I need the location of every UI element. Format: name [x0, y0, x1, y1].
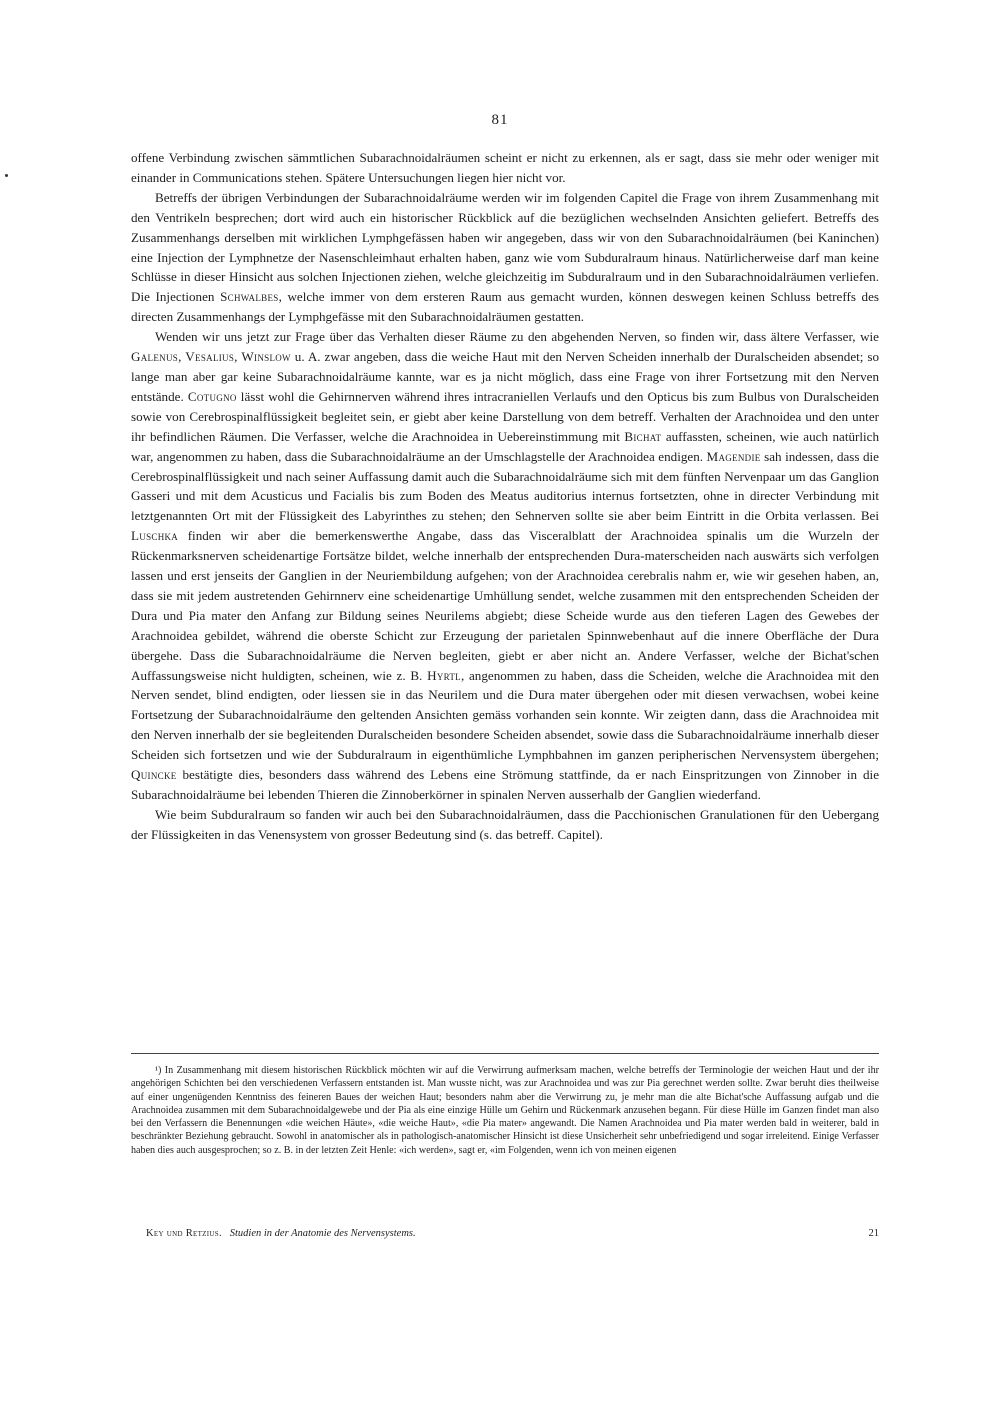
- main-text: [131, 148, 879, 845]
- text-segment: bestätigte dies, besonders dass während des Lebens eine Strömung stattfinde, da er nach Einspritzungen von Zinnober in die Subarachnoidalräume bei lebenden Thieren die Zinnoberkörner in spinalen Nerven ausserhalb der Ganglien wiederfand.: [131, 767, 879, 802]
- text-segment: Wie beim Subduralraum so fanden wir auch bei den Subarachnoidalräumen, dass die Pacchionischen Granulationen für den Uebergang der Flüssigkeiten in das Venensystem von grosser Bedeutung sind (s. das betreff. Capitel).: [131, 806, 879, 842]
- paragraph: [131, 188, 879, 327]
- author-name: Luschka: [131, 528, 179, 544]
- text-segment: offene Verbindung zwischen sämmtlichen Subarachnoidalräumen scheint er nicht zu erkennen, als er sagt, dass sie mehr oder weniger mit einander in Communications stehen. Spätere Untersuchungen liegen hier nicht vor.: [131, 150, 879, 185]
- text-segment: sah indessen, dass die Cerebrospinalflüssigkeit und nach seiner Auffassung damit auch die Subarachnoidalräume sich mit dem fünften Nervenpaar um das Ganglion Gasseri und mit dem Acusticus und Facialis bis zum Boden des Meatus auditorius internus fortsetzten, ohne in directer Verbindung mit letztgenannten Ort mit der Flüssigkeit des Labyrinthes zu stehen; den Sehnerven sollte sie aber beim Eintritt in die Orbita verlassen. Bei: [131, 448, 879, 524]
- text-segment: , welche immer von dem ersteren Raum aus gemacht wurden, können deswegen keinen Schluss betreffs des directen Zusammenhangs der Lymphgefässe mit den Subarachnoidalräumen gestatten.: [131, 289, 879, 325]
- footnote-text: ¹) In Zusammenhang mit diesem historischen Rückblick möchten wir auf die Verwirrung aufmerksam machen, welche betreffs der Terminologie der weichen Haut und der ihr angehörigen Schichten bei den verschiedenen Verfassern entstanden ist. Man wusste nicht, was zur Arachnoidea und was zur Pia gerechnet werden sollte. Zwar beruht dies theilweise auf einer ungenügenden Kenntniss des feineren Baues der weichen Haut; besonders nahm aber die Verwirrung zu, je mehr man die alte Bichat'sche Auffassung aufgab und die Arachnoidea zusammen mit dem Subarachnoidalgewebe und der Pia als eine einzige Hülle um Gehirn und Rückenmark anzusehen begann. Für diese Hülle im Ganzen findet man also bei den Verfassern die Benennungen «die weichen Häute», «die weiche Haut», «die Pia mater» angewandt. Die Namen Arachnoidea und Pia mater werden bald in weiterer, bald in beschränkter Beziehung gebraucht. Sowohl in anatomischer als in pathologisch-anatomischer Hinsicht ist diese Unsicherheit sehr unbefriedigend und sogar irreleitend. Einige Verfasser haben dies auch ausgesprochen; so z. B. in der letzten Zeit Henle: «ich werden», sagt er, «im Folgenden, wenn ich von meinen eigenen: [131, 1065, 879, 1156]
- author-name: Schwalbes: [220, 289, 279, 305]
- text-segment: Wenden wir uns jetzt zur Frage über das Verhalten dieser Räume zu den abgehenden Nerven, so finden wir, dass ältere Verfasser, wie: [155, 329, 879, 345]
- author-name: Hyrtl: [427, 667, 461, 683]
- text-segment: auffassten, scheinen, wie auch natürlich war, angenommen zu haben, dass die Subarachnoidalräume an der Umschlagstelle der Arachnoidea endigen.: [131, 428, 880, 464]
- footnote: [131, 1064, 879, 1157]
- text-segment: Betreffs der übrigen Verbindungen der Subarachnoidalräume werden wir im folgenden Capitel die Frage von ihrem Zusammenhang mit den Ventrikeln besprechen; dort wird auch ein historischer Rückblick auf die bezüglichen wechselnden Ansichten geliefert. Betreffs des Zusammenhangs derselben mit wirklichen Lymphgefässen haben wir angegeben, dass wir von den Subarachnoidalräumen (bei Kaninchen) eine Injection der Lymphnetze der Nasenschleimhaut erhalten haben, ganz wie vom Subduralraum hinaus. Natürlicherweise darf man keine Schlüsse in dieser Hinsicht aus solchen Injectionen ziehen, welche gleichzeitig im Subduralraum und in den Subarachnoidalräumen verliefen. Die Injectionen: [131, 189, 879, 305]
- paragraph: [131, 148, 879, 188]
- signature-sheet-number: 21: [868, 1228, 879, 1239]
- author-name: Magendie: [706, 448, 761, 464]
- text-segment: u. A. zwar angeben, dass die weiche Haut mit den Nerven Scheiden innerhalb der Duralscheiden absendet; so lange man aber gar keine Subarachnoidalräume kannte, war es ja nicht möglich, dass eine Frage von ihrer Fortsetzung mit den Nerven entstände.: [131, 349, 880, 404]
- paragraph: [131, 327, 879, 805]
- signature-line: [146, 1228, 879, 1239]
- text-segment: , angenommen zu haben, dass die Scheiden, welche die Arachnoidea mit den Nerven sendet, blind endigten, oder liessen sie in das Neurilem und die Dura mater übergehen oder mit diesen verwachsen, wobei keine Fortsetzung der Subarachnoidalräume den geltenden Ansichten gemäss vorhanden sein konnte. Wir zeigten dann, dass die Arachnoidea mit den Nerven innerhalb der sie begleitenden Duralscheiden besondere Scheiden absendet, sowie dass die Subarachnoidalräume innerhalb dieser Scheiden sich fortsetzen und wie der Subduralraum in eigenthümliche Lymphbahnen im ganzen peripherischen Nervensystem übergehen;: [131, 667, 879, 763]
- footnote-rule: [131, 1053, 879, 1054]
- paragraph: [131, 805, 879, 845]
- author-name: Bichat: [624, 428, 662, 444]
- author-name: Winslow: [241, 349, 291, 365]
- text-segment: ,: [178, 349, 186, 365]
- signature-left: [146, 1228, 416, 1239]
- author-name: Quincke: [131, 767, 177, 783]
- author-name: Galenus: [131, 349, 179, 365]
- author-name: Cotugno: [187, 388, 237, 404]
- signature-title: Studien in der Anatomie des Nervensystems.: [229, 1228, 416, 1239]
- text-segment: lässt wohl die Gehirnnerven während ihres intracraniellen Verlaufs und den Opticus bis zum Bulbus von Duralscheiden sowie von Cerebrospinalflüssigkeit begleitet sein, er giebt aber keine Darstellung von dem betreff. Verhalten der Arachnoidea und den unter ihr befindlichen Räumen. Die Verfasser, welche die Arachnoidea in Uebereinstimmung mit: [131, 388, 879, 444]
- text-segment: finden wir aber die bemerkenswerthe Angabe, dass das Visceralblatt der Arachnoidea spinalis um die Wurzeln der Rückenmarksnerven scheidenartige Fortsätze bildet, welche innerhalb der entsprechenden Dura-materscheiden nach auswärts sich verfolgen lassen und erst jenseits der Ganglien in der Neuriembildung aufgehen; von der Arachnoidea cerebralis nahm er, wie wir gesehen haben, an, dass sie mit jedem austretenden Gehirnnerv eine scheidenartige Umhüllung sendet, welche zusammen mit den entsprechenden Scheiden der Dura und Pia mater den Anfang zur Bildung seines Neurilems abgiebt; diese Scheide wurde aus den tieferen Lagen des Gewebes der Arachnoidea gebildet, während die oberste Schicht zur Erzeugung der parietalen Spinnwebenhaut auf die innere Oberfläche der Dura übergehe. Dass die Subarachnoidalräume die Nerven begleiten, giebt er aber nicht an. Andere Verfasser, welche der Bichat'schen Auffassungsweise nicht huldigten, scheinen, wie z. B.: [131, 528, 879, 683]
- signature-authors: Key und Retzius.: [146, 1228, 222, 1239]
- page-number: 81: [491, 112, 509, 128]
- text-segment: ,: [234, 349, 242, 365]
- author-name: Vesalius: [185, 349, 235, 365]
- margin-mark: [5, 174, 8, 177]
